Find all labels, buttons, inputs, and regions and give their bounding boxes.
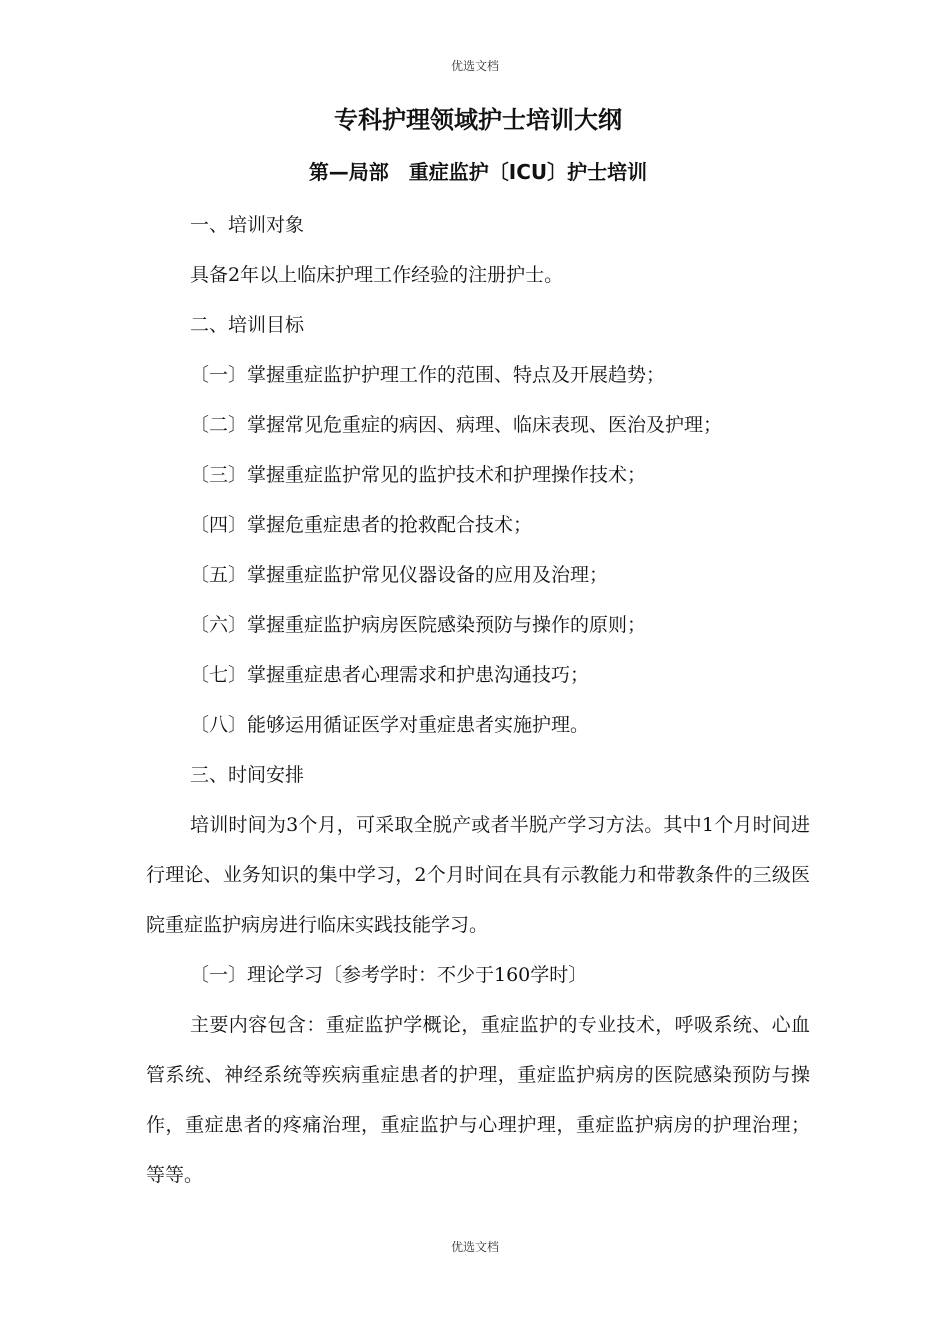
goal-item: 〔二〕掌握常见危重症的病因、病理、临床表现、医治及护理； — [190, 414, 723, 436]
document-body — [146, 100, 810, 1200]
page-header: 优选文档 — [450, 59, 499, 73]
theory-content-paragraph: 主要内容包含：重症监护学概论，重症监护的专业技术，呼吸系统、心血管系统、神经系统等疾病重症患者的护理，重症监护病房的医院感染预防与操作，重症患者的疼痛治理，重症监护与心理护理，重症监护病房的护理治理；等等。 — [146, 1014, 810, 1186]
section-text-1: 具备2年以上临床护理工作经验的注册护士。 — [190, 264, 564, 286]
goal-item: 〔八〕能够运用循证医学对重症患者实施护理。 — [190, 714, 590, 736]
page-footer: 优选文档 — [450, 1240, 499, 1254]
goal-item: 〔七〕掌握重症患者心理需求和护患沟通技巧； — [190, 664, 590, 686]
document-title: 专科护理领域护士培训大纲 — [334, 106, 622, 134]
goal-item: 〔四〕掌握危重症患者的抢救配合技术； — [190, 514, 533, 536]
schedule-paragraph: 培训时间为3个月，可采取全脱产或者半脱产学习方法。其中1个月时间进行理论、业务知识的集中学习，2个月时间在具有示教能力和带教条件的三级医院重症监护病房进行临床实践技能学习。 — [146, 814, 810, 936]
section-heading-2: 二、培训目标 — [190, 314, 305, 336]
goal-item: 〔五〕掌握重症监护常见仪器设备的应用及治理； — [190, 564, 609, 586]
section-heading-1: 一、培训对象 — [190, 214, 305, 236]
document-subtitle: 第—局部 重症监护〔ICU〕护士培训 — [308, 160, 648, 184]
goal-item: 〔三〕掌握重症监护常见的监护技术和护理操作技术； — [190, 464, 647, 486]
document-text — [146, 200, 810, 1200]
theory-sub-heading: 〔一〕理论学习〔参考学时：不少于160学时〕 — [190, 964, 588, 986]
goal-item: 〔六〕掌握重症监护病房医院感染预防与操作的原则； — [190, 614, 647, 636]
section-heading-3: 三、时间安排 — [190, 764, 305, 786]
goal-item: 〔一〕掌握重症监护护理工作的范围、特点及开展趋势； — [190, 364, 666, 386]
